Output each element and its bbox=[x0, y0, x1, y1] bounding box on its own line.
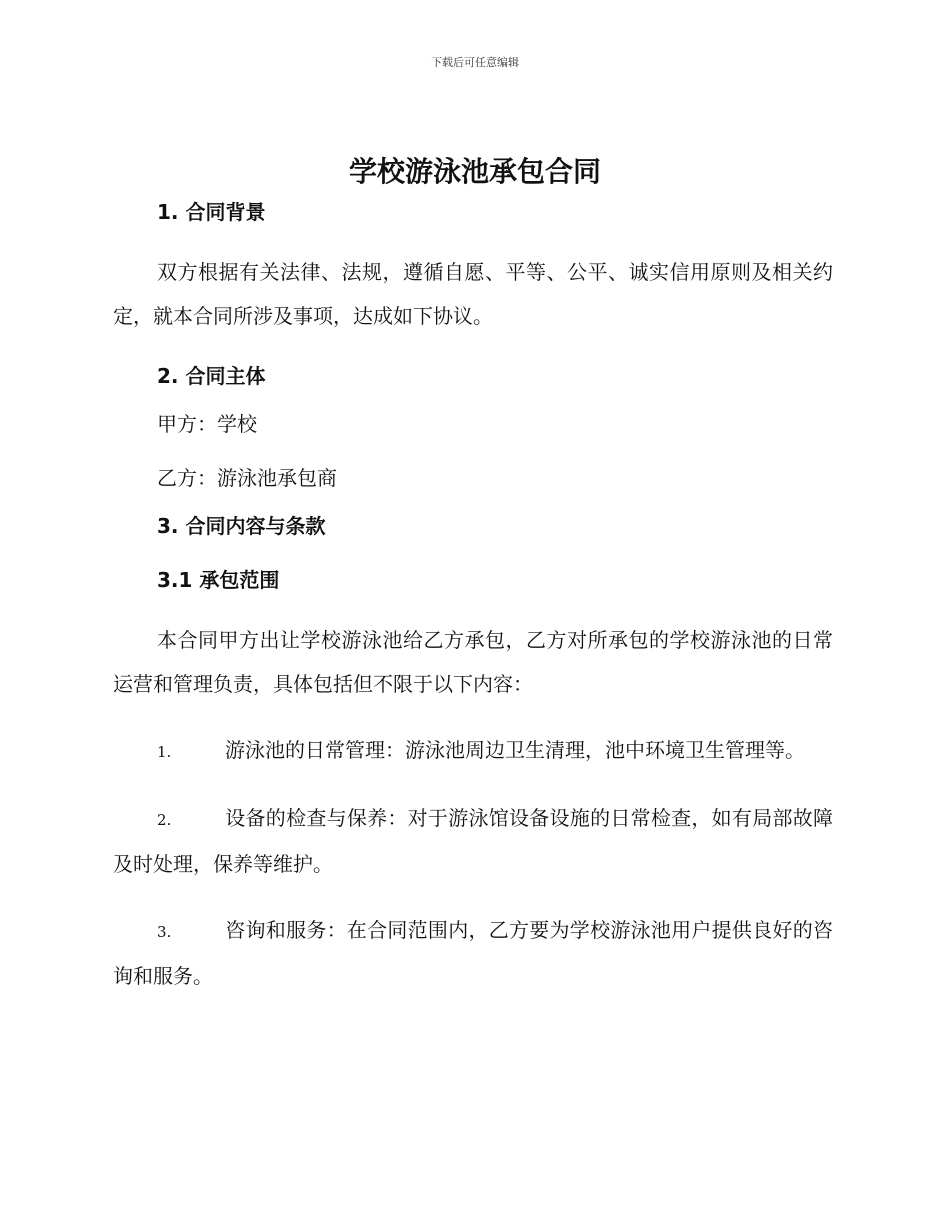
party-b: 乙方：游泳池承包商 bbox=[157, 466, 337, 490]
section-2-heading: 2. 合同主体 bbox=[157, 364, 266, 388]
header-note: 下载后可任意编辑 bbox=[431, 56, 519, 69]
party-a: 甲方：学校 bbox=[157, 412, 257, 436]
section-1-heading: 1. 合同背景 bbox=[157, 200, 266, 224]
list-item-text: 咨询和服务：在合同范围内，乙方要为学校游泳池用户提供良好的咨询和服务。 bbox=[113, 918, 833, 988]
list-item bbox=[113, 796, 833, 886]
section-3-1-heading: 3.1 承包范围 bbox=[157, 568, 280, 592]
list-item-text: 游泳池的日常管理：游泳池周边卫生清理，池中环境卫生管理等。 bbox=[225, 738, 805, 762]
list-item bbox=[113, 728, 833, 774]
list-item-number: 1. bbox=[157, 743, 172, 761]
section-3-1-paragraph: 本合同甲方出让学校游泳池给乙方承包，乙方对所承包的学校游泳池的日常运营和管理负责，具体包括但不限于以下内容： bbox=[113, 628, 833, 696]
section-1-paragraph: 双方根据有关法律、法规，遵循自愿、平等、公平、诚实信用原则及相关约定，就本合同所涉及事项，达成如下协议。 bbox=[113, 260, 833, 328]
document-title: 学校游泳池承包合同 bbox=[348, 155, 601, 188]
list-item bbox=[113, 908, 833, 998]
list-item-number: 2. bbox=[157, 811, 172, 829]
list-item-text: 设备的检查与保养：对于游泳馆设备设施的日常检查，如有局部故障及时处理，保养等维护。 bbox=[113, 806, 833, 876]
document-body bbox=[113, 196, 833, 998]
list-item-number: 3. bbox=[157, 923, 172, 941]
section-3-heading: 3. 合同内容与条款 bbox=[157, 514, 326, 538]
